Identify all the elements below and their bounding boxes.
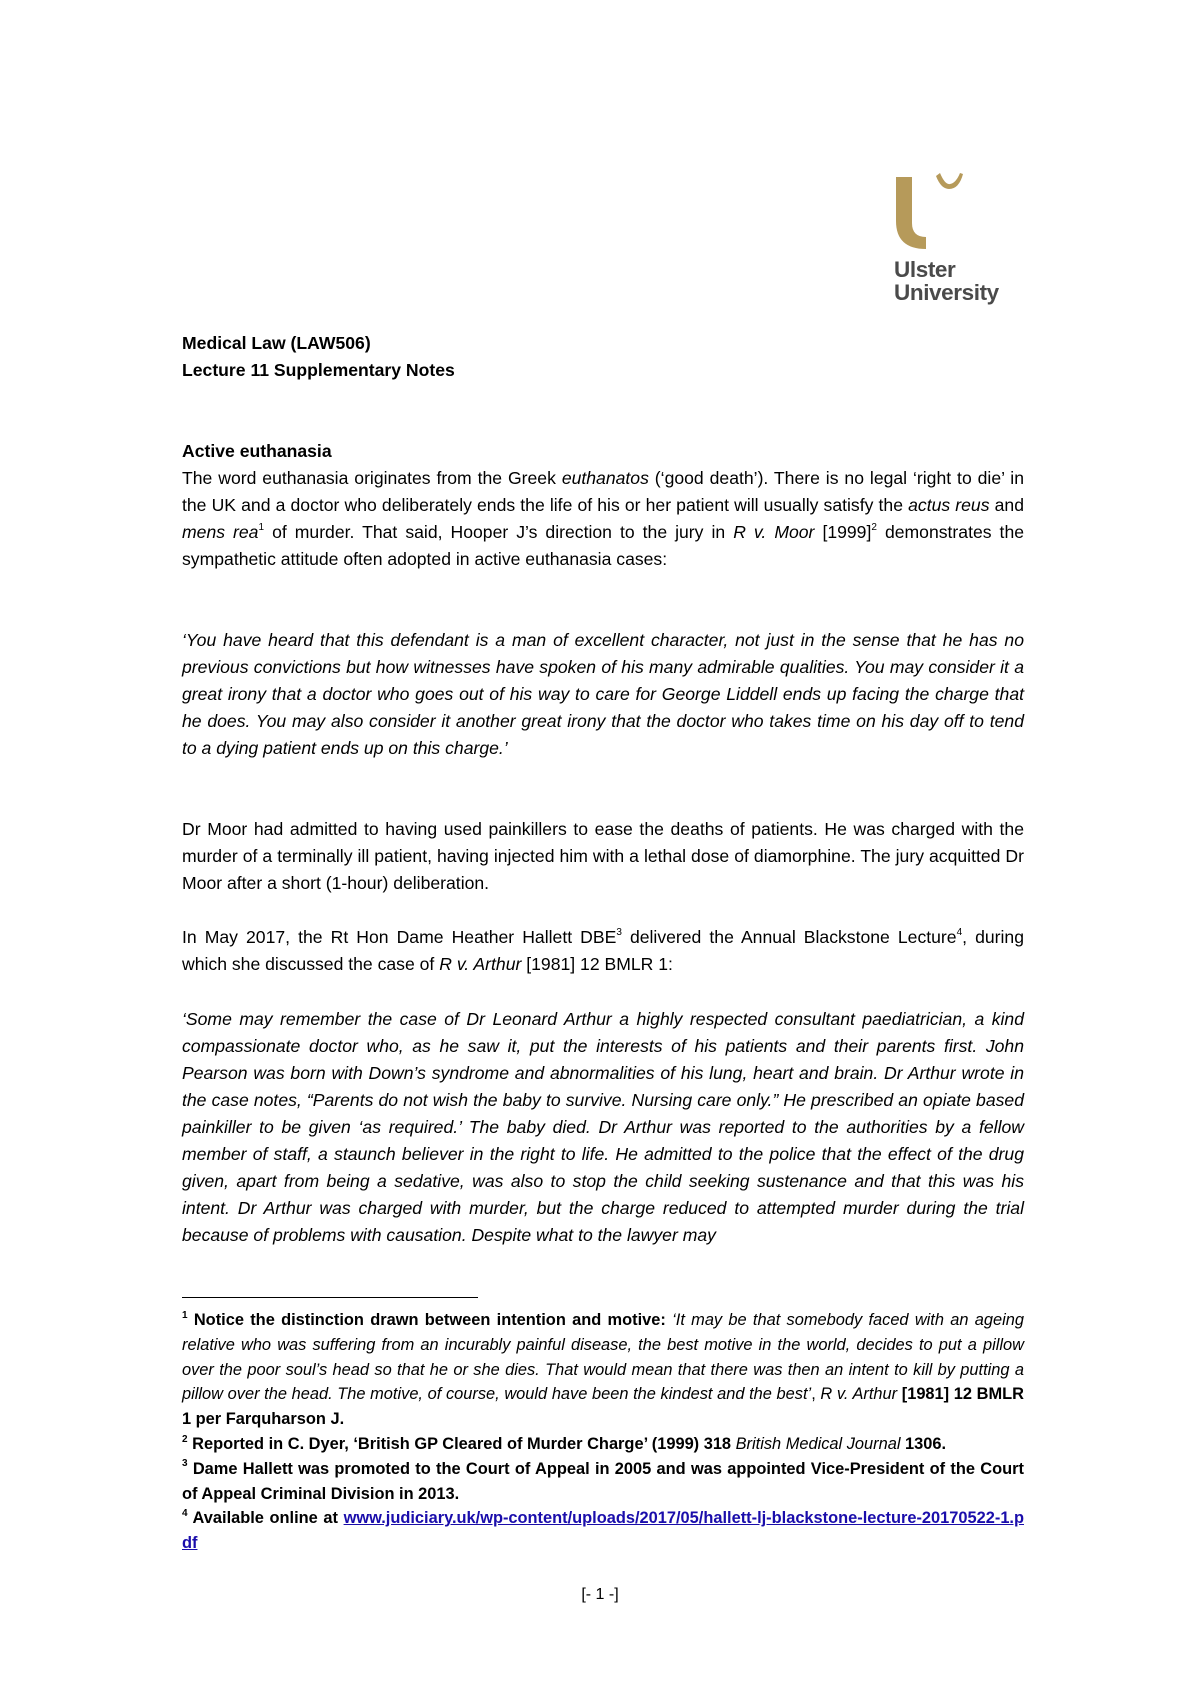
text: of murder. That said, Hooper J’s direction to the jury in [264,522,734,542]
footnote-number: 3 [182,1458,188,1470]
case-name: R v. Arthur [820,1385,898,1404]
footnote-1 [182,1308,1024,1432]
greek-term: euthanatos [561,468,649,488]
text: and [989,495,1024,515]
text: The word euthanasia originates from the Greek [182,468,562,488]
case-name: R v. Arthur [439,954,522,974]
text: delivered the Annual Blackstone Lecture [621,927,957,947]
quote-text: ‘Some may remember the case of Dr Leonard Arthur a highly respected consultant paediatrician, a kind compassionate doctor who, as he saw it, put the interests of his patients and their parents first. John Pearson was born with Down’s syndrome and abnormalities of his lung, heart and brain. Dr Arthur wrote in the case notes, “Parents do not wish the baby to survive. Nursing care only.” He prescribed an opiate based painkiller to be given ‘as required.’ The baby died. Dr Arthur was reported to the authorities by a fellow member of staff, a staunch believer in the right to life. He admitted to the police that the effect of the drug given, apart from being a sedative, was also to stop the child seeking sustenance and that this was his intent. Dr Arthur was charged with murder, but the charge reduced to attempted murder during the trial because of problems with causation. Despite what to the lawyer may [182,1009,1024,1245]
footnote-quote: ‘It may be that somebody faced with an ageing relative who was suffering from an incurably painful disease, the best motive in the world, decides to put a pillow over the poor soul’s head so that he or she dies. That would mean that there was then an intent to kill by putting a pillow over the head. The motive, of course, would have been the kindest and the best’ [182,1311,1024,1404]
text: In May 2017, the Rt Hon Dame Heather Hallett DBE [182,927,617,947]
text: Available online at [187,1509,344,1528]
footnote-label: Notice the distinction drawn between intention and motive: [187,1311,666,1329]
footnote-separator [182,1297,478,1298]
quote-arthur-case [182,1006,1024,1249]
text: , [811,1385,821,1404]
logo-text-ulster: Ulster [894,257,956,282]
paragraph-intro [182,465,1024,573]
logo-text-university: University [894,280,999,305]
page-number: [- 1 -] [581,1586,619,1603]
judiciary-link[interactable]: www.judiciary.uk/wp-content/uploads/2017/05/hallett-lj-blackstone-lecture-20170522-1.pdf [182,1509,1024,1553]
footnote-ref-3[interactable]: 3 [616,927,622,939]
lecture-title: Lecture 11 Supplementary Notes [182,360,455,380]
paragraph-text: Dr Moor had admitted to having used painkillers to ease the deaths of patients. He was charged with the murder of a terminally ill patient, having injected him with a lethal dose of diamorphine. The jury acquitted Dr Moor after a short (1-hour) deliberation. [182,819,1024,893]
paragraph-hallett [182,924,1024,978]
footnote-number: 2 [182,1433,188,1445]
latin-term: actus reus [908,495,990,515]
paragraph-moor [182,816,1024,897]
quote-text: ‘You have heard that this defendant is a man of excellent character, not just in the sense that he has no previous convictions but how witnesses have spoken of his many admirable qualities. You may consider it a great irony that a doctor who goes out of his way to care for George Liddell ends up facing the charge that he does. You may also consider it another great irony that the doctor who takes time on his day off to tend to a dying patient ends up on this charge.’ [182,630,1024,758]
footnote-number: 1 [182,1309,188,1321]
footnote-3 [182,1457,1024,1507]
footnote-ref-2[interactable]: 2 [871,522,877,534]
footnotes [182,1308,1024,1556]
text: , during which she discussed the case of [182,927,1024,974]
text: Reported in C. Dyer, ‘British GP Cleared of Murder Charge’ (1999) 318 [187,1434,736,1453]
text: 1306. [900,1434,947,1453]
footnote-ref-1[interactable]: 1 [258,522,265,534]
text: [1999] [814,522,872,542]
case-name: R v. Moor [733,522,815,542]
logo-mark-icon [892,171,1002,251]
journal-name: British Medical Journal [735,1434,901,1453]
text: Dame Hallett was promoted to the Court of Appeal in 2005 and was appointed Vice-President of the Court of Appeal Criminal Division in 2013. [182,1459,1024,1503]
quote-hooper-direction [182,627,1024,762]
text: [1981] 12 BMLR 1 per Farquharson J. [182,1385,1024,1429]
latin-term: mens rea [182,522,259,542]
footnote-4 [182,1506,1024,1556]
text: (‘good death’). There is no legal ‘right to die’ in the UK and a doctor who deliberately ends the life of his or her patient will usually satisfy the [182,468,1024,515]
footnote-2 [182,1432,1024,1457]
course-title: Medical Law (LAW506) [182,333,371,353]
ulster-university-logo [892,171,1002,307]
section-heading: Active euthanasia [182,441,332,461]
footnote-number: 4 [182,1507,188,1519]
footnote-ref-4[interactable]: 4 [956,927,963,939]
text: demonstrates the sympathetic attitude often adopted in active euthanasia cases: [182,522,1025,569]
text: [1981] 12 BMLR 1: [521,954,673,974]
